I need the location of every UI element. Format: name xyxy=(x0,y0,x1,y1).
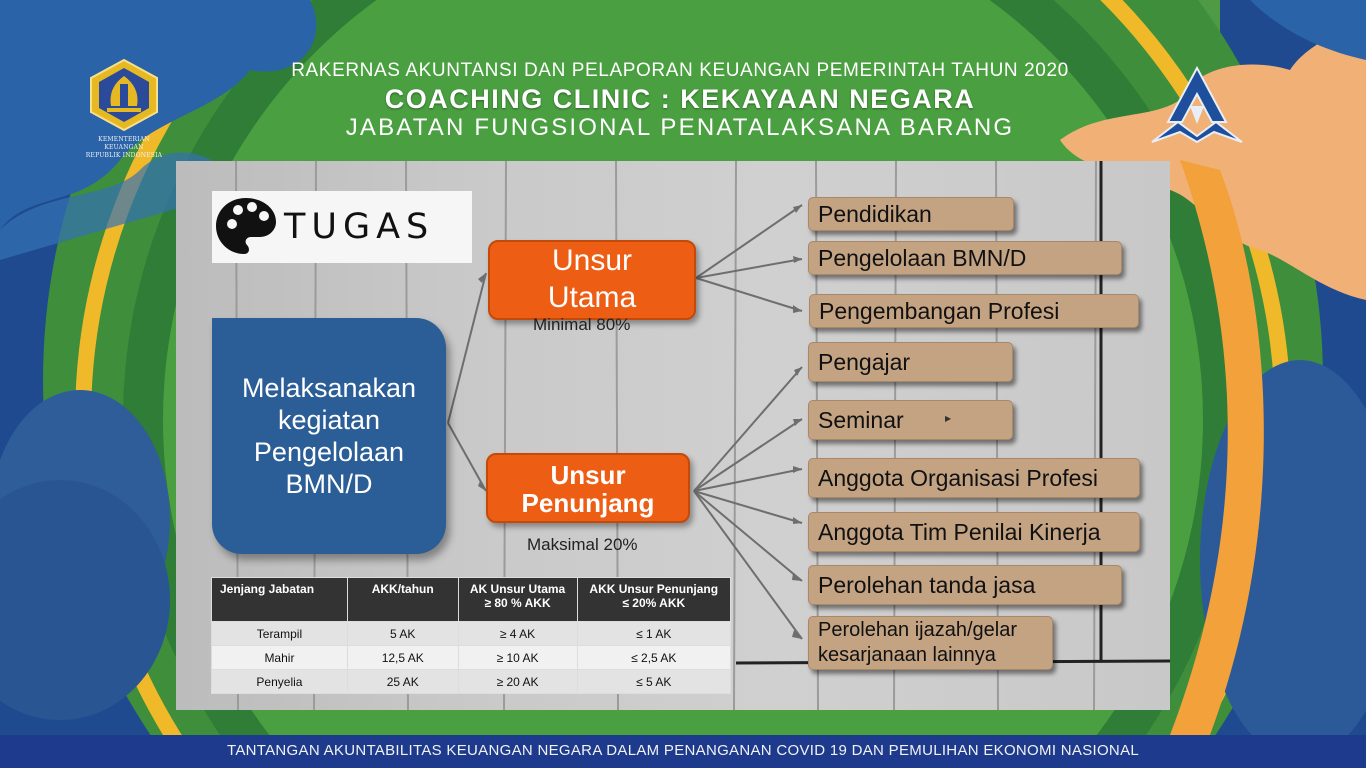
header-event-title: RAKERNAS AKUNTANSI DAN PELAPORAN KEUANGAN PEMERINTAH TAHUN 2020 xyxy=(291,60,1069,81)
ministry-emblem-icon xyxy=(87,58,161,132)
table-cell: ≤ 1 AK xyxy=(577,622,730,646)
table-header-line: AKK Unsur Penunjang xyxy=(589,582,719,596)
main-task-label: Melaksanakan kegiatan Pengelolaan BMN/D xyxy=(241,373,417,499)
mouse-cursor-icon: ▶ xyxy=(945,414,952,423)
main-task-box xyxy=(212,318,446,554)
table-header xyxy=(458,578,577,622)
table-header-line: AK Unsur Utama xyxy=(469,582,566,596)
table-row xyxy=(212,646,731,670)
credit-table xyxy=(211,577,731,694)
unsur-penunjang-box xyxy=(486,453,690,523)
table-cell: 25 AK xyxy=(347,670,458,694)
unsur-utama-box xyxy=(488,240,696,320)
table-cell: ≥ 20 AK xyxy=(458,670,577,694)
penunjang-item-line: Perolehan ijazah/gelar xyxy=(818,619,1018,641)
footer-tagline: TANTANGAN AKUNTABILITAS KEUANGAN NEGARA DALAM PENANGANAN COVID 19 DAN PEMULIHAN EKONOMI NASIONAL xyxy=(226,742,1140,759)
table-header-line: ≥ 80 % AKK xyxy=(484,596,551,610)
presentation-slide xyxy=(176,161,1170,710)
palette-icon xyxy=(214,194,278,258)
penunjang-item-line: kesarjanaan lainnya xyxy=(818,644,996,666)
penunjang-item: Pengajar xyxy=(808,342,1013,382)
table-cell: Terampil xyxy=(212,622,348,646)
table-cell: Mahir xyxy=(212,646,348,670)
table-cell: ≤ 2,5 AK xyxy=(577,646,730,670)
footer-bar xyxy=(0,735,1366,768)
table-cell: 5 AK xyxy=(347,622,458,646)
slide-title: TUGAS xyxy=(284,207,435,247)
table-cell: ≥ 10 AK xyxy=(458,646,577,670)
penunjang-item: Anggota Tim Penilai Kinerja xyxy=(808,512,1140,552)
event-logo-icon xyxy=(1148,66,1246,146)
table-cell: Penyelia xyxy=(212,670,348,694)
table-row xyxy=(212,670,731,694)
table-header: AKK/tahun xyxy=(347,578,458,622)
table-cell: ≥ 4 AK xyxy=(458,622,577,646)
header-session-title: COACHING CLINIC : KEKAYAAN NEGARA xyxy=(384,84,976,114)
table-header-line: ≤ 20% AKK xyxy=(622,596,686,610)
penunjang-item: Perolehan tanda jasa xyxy=(808,565,1122,605)
table-row xyxy=(212,622,731,646)
utama-item: Pendidikan xyxy=(808,197,1014,231)
ministry-caption-2: REPUBLIK INDONESIA xyxy=(85,152,163,159)
unsur-utama-note: Minimal 80% xyxy=(533,315,631,334)
slide-title-box xyxy=(212,191,472,263)
table-cell: ≤ 5 AK xyxy=(577,670,730,694)
ministry-caption-1: KEMENTERIAN KEUANGAN xyxy=(98,136,150,151)
utama-item: Pengelolaan BMN/D xyxy=(808,241,1122,275)
table-header xyxy=(577,578,730,622)
table-cell: 12,5 AK xyxy=(347,646,458,670)
unsur-penunjang-label: Unsur Penunjang xyxy=(521,460,655,518)
header-subtitle: JABATAN FUNGSIONAL PENATALAKSANA BARANG xyxy=(345,114,1015,141)
penunjang-item-degree xyxy=(808,616,1053,670)
unsur-utama-label: Unsur Utama xyxy=(547,244,637,314)
penunjang-item: Seminar xyxy=(808,400,1013,440)
utama-item: Pengembangan Profesi xyxy=(809,294,1139,328)
unsur-penunjang-note: Maksimal 20% xyxy=(527,535,638,554)
event-logo xyxy=(1148,66,1246,146)
table-header: Jenjang Jabatan xyxy=(212,578,348,622)
penunjang-item: Anggota Organisasi Profesi xyxy=(808,458,1140,498)
ministry-logo xyxy=(78,58,170,160)
